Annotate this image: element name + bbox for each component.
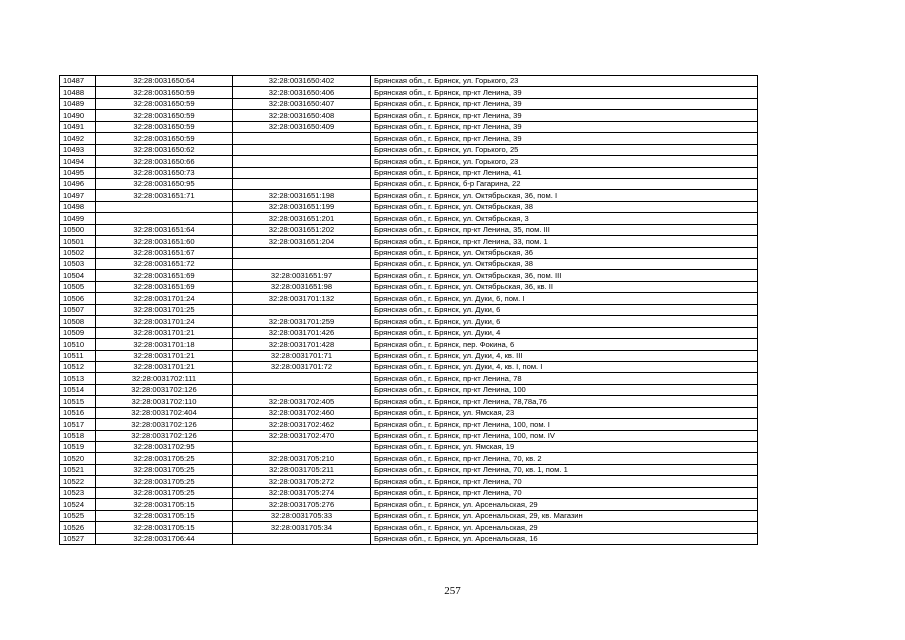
table-row bbox=[60, 453, 758, 464]
building-number-cell: 32:28:0031705:33 bbox=[233, 510, 371, 521]
parcel-number-cell: 32:28:0031651:69 bbox=[96, 281, 233, 292]
building-number-cell: 32:28:0031650:407 bbox=[233, 98, 371, 109]
building-number-cell: 32:28:0031705:210 bbox=[233, 453, 371, 464]
building-number-cell: 32:28:0031702:462 bbox=[233, 419, 371, 430]
record-number-cell: 10505 bbox=[60, 281, 96, 292]
parcel-number-cell: 32:28:0031651:71 bbox=[96, 190, 233, 201]
building-number-cell bbox=[233, 178, 371, 189]
parcel-number-cell: 32:28:0031705:25 bbox=[96, 487, 233, 498]
table-row bbox=[60, 407, 758, 418]
record-number-cell: 10492 bbox=[60, 133, 96, 144]
record-number-cell: 10527 bbox=[60, 533, 96, 544]
record-number-cell: 10511 bbox=[60, 350, 96, 361]
address-cell: Брянская обл., г. Брянск, пр-кт Ленина, 39 bbox=[371, 121, 758, 132]
parcel-number-cell: 32:28:0031701:21 bbox=[96, 327, 233, 338]
table-row bbox=[60, 133, 758, 144]
address-cell: Брянская обл., г. Брянск, пр-кт Ленина, 70, кв. 1, пом. 1 bbox=[371, 464, 758, 475]
address-cell: Брянская обл., г. Брянск, ул. Ямская, 23 bbox=[371, 407, 758, 418]
parcel-number-cell: 32:28:0031650:59 bbox=[96, 87, 233, 98]
parcel-number-cell: 32:28:0031650:59 bbox=[96, 110, 233, 121]
table-row bbox=[60, 213, 758, 224]
record-number-cell: 10526 bbox=[60, 522, 96, 533]
building-number-cell bbox=[233, 156, 371, 167]
table-row bbox=[60, 224, 758, 235]
parcel-number-cell: 32:28:0031650:64 bbox=[96, 76, 233, 87]
table-row bbox=[60, 304, 758, 315]
parcel-number-cell: 32:28:0031706:44 bbox=[96, 533, 233, 544]
record-number-cell: 10500 bbox=[60, 224, 96, 235]
building-number-cell: 32:28:0031705:211 bbox=[233, 464, 371, 475]
record-number-cell: 10519 bbox=[60, 442, 96, 453]
table-row bbox=[60, 361, 758, 372]
parcel-number-cell: 32:28:0031650:62 bbox=[96, 144, 233, 155]
address-cell: Брянская обл., г. Брянск, ул. Ямская, 19 bbox=[371, 442, 758, 453]
record-number-cell: 10493 bbox=[60, 144, 96, 155]
address-cell: Брянская обл., г. Брянск, б-р Гагарина, 22 bbox=[371, 178, 758, 189]
table-row bbox=[60, 522, 758, 533]
table-row bbox=[60, 350, 758, 361]
table-row bbox=[60, 236, 758, 247]
building-number-cell: 32:28:0031650:406 bbox=[233, 87, 371, 98]
record-number-cell: 10520 bbox=[60, 453, 96, 464]
building-number-cell: 32:28:0031701:132 bbox=[233, 293, 371, 304]
parcel-number-cell: 32:28:0031650:95 bbox=[96, 178, 233, 189]
record-number-cell: 10495 bbox=[60, 167, 96, 178]
record-number-cell: 10502 bbox=[60, 247, 96, 258]
building-number-cell: 32:28:0031651:98 bbox=[233, 281, 371, 292]
building-number-cell: 32:28:0031650:409 bbox=[233, 121, 371, 132]
address-cell: Брянская обл., г. Брянск, пр-кт Ленина, 70, кв. 2 bbox=[371, 453, 758, 464]
parcel-number-cell: 32:28:0031651:67 bbox=[96, 247, 233, 258]
address-cell: Брянская обл., г. Брянск, ул. Горького, 25 bbox=[371, 144, 758, 155]
building-number-cell bbox=[233, 247, 371, 258]
address-cell: Брянская обл., г. Брянск, ул. Октябрьская, 36, пом. III bbox=[371, 270, 758, 281]
address-cell: Брянская обл., г. Брянск, пр-кт Ленина, 39 bbox=[371, 110, 758, 121]
address-cell: Брянская обл., г. Брянск, ул. Дуки, 6 bbox=[371, 304, 758, 315]
table-row bbox=[60, 121, 758, 132]
record-number-cell: 10525 bbox=[60, 510, 96, 521]
table-row bbox=[60, 247, 758, 258]
address-cell: Брянская обл., г. Брянск, ул. Октябрьская, 3 bbox=[371, 213, 758, 224]
parcel-number-cell: 32:28:0031701:24 bbox=[96, 316, 233, 327]
table-row bbox=[60, 281, 758, 292]
table-row bbox=[60, 339, 758, 350]
building-number-cell: 32:28:0031701:71 bbox=[233, 350, 371, 361]
record-number-cell: 10503 bbox=[60, 259, 96, 270]
address-cell: Брянская обл., г. Брянск, пр-кт Ленина, 39 bbox=[371, 133, 758, 144]
address-cell: Брянская обл., г. Брянск, ул. Октябрьская, 36, пом. I bbox=[371, 190, 758, 201]
parcel-number-cell: 32:28:0031651:72 bbox=[96, 259, 233, 270]
record-number-cell: 10491 bbox=[60, 121, 96, 132]
parcel-number-cell: 32:28:0031650:66 bbox=[96, 156, 233, 167]
building-number-cell: 32:28:0031651:198 bbox=[233, 190, 371, 201]
record-number-cell: 10516 bbox=[60, 407, 96, 418]
building-number-cell: 32:28:0031702:405 bbox=[233, 396, 371, 407]
table-row bbox=[60, 419, 758, 430]
building-number-cell bbox=[233, 373, 371, 384]
address-cell: Брянская обл., г. Брянск, ул. Дуки, 6, пом. I bbox=[371, 293, 758, 304]
address-cell: Брянская обл., г. Брянск, пр-кт Ленина, 39 bbox=[371, 98, 758, 109]
table-row bbox=[60, 384, 758, 395]
address-cell: Брянская обл., г. Брянск, ул. Горького, 23 bbox=[371, 76, 758, 87]
address-cell: Брянская обл., г. Брянск, ул. Арсенальская, 29 bbox=[371, 499, 758, 510]
record-number-cell: 10496 bbox=[60, 178, 96, 189]
address-cell: Брянская обл., г. Брянск, пр-кт Ленина, 100 bbox=[371, 384, 758, 395]
record-number-cell: 10487 bbox=[60, 76, 96, 87]
building-number-cell bbox=[233, 533, 371, 544]
building-number-cell: 32:28:0031650:402 bbox=[233, 76, 371, 87]
parcel-number-cell: 32:28:0031701:21 bbox=[96, 361, 233, 372]
parcel-number-cell: 32:28:0031705:15 bbox=[96, 510, 233, 521]
record-number-cell: 10494 bbox=[60, 156, 96, 167]
record-number-cell: 10499 bbox=[60, 213, 96, 224]
table-row bbox=[60, 487, 758, 498]
address-cell: Брянская обл., г. Брянск, ул. Октябрьская, 38 bbox=[371, 201, 758, 212]
address-cell: Брянская обл., г. Брянск, ул. Октябрьская, 36, кв. II bbox=[371, 281, 758, 292]
table-row bbox=[60, 499, 758, 510]
table-row bbox=[60, 270, 758, 281]
record-number-cell: 10518 bbox=[60, 430, 96, 441]
table-row bbox=[60, 464, 758, 475]
record-number-cell: 10488 bbox=[60, 87, 96, 98]
address-cell: Брянская обл., г. Брянск, пр-кт Ленина, 39 bbox=[371, 87, 758, 98]
building-number-cell: 32:28:0031701:426 bbox=[233, 327, 371, 338]
table-row bbox=[60, 327, 758, 338]
table-row bbox=[60, 396, 758, 407]
record-number-cell: 10509 bbox=[60, 327, 96, 338]
building-number-cell: 32:28:0031705:34 bbox=[233, 522, 371, 533]
parcel-number-cell: 32:28:0031702:95 bbox=[96, 442, 233, 453]
building-number-cell bbox=[233, 442, 371, 453]
address-cell: Брянская обл., г. Брянск, ул. Арсенальская, 29, кв. Магазин bbox=[371, 510, 758, 521]
parcel-number-cell: 32:28:0031701:24 bbox=[96, 293, 233, 304]
record-number-cell: 10498 bbox=[60, 201, 96, 212]
building-number-cell: 32:28:0031651:201 bbox=[233, 213, 371, 224]
parcel-number-cell: 32:28:0031705:15 bbox=[96, 499, 233, 510]
building-number-cell: 32:28:0031702:470 bbox=[233, 430, 371, 441]
table-row bbox=[60, 316, 758, 327]
address-cell: Брянская обл., г. Брянск, ул. Октябрьская, 36 bbox=[371, 247, 758, 258]
table-row bbox=[60, 476, 758, 487]
address-cell: Брянская обл., г. Брянск, ул. Дуки, 6 bbox=[371, 316, 758, 327]
record-number-cell: 10504 bbox=[60, 270, 96, 281]
address-cell: Брянская обл., г. Брянск, ул. Горького, 23 bbox=[371, 156, 758, 167]
record-number-cell: 10512 bbox=[60, 361, 96, 372]
building-number-cell: 32:28:0031651:204 bbox=[233, 236, 371, 247]
record-number-cell: 10507 bbox=[60, 304, 96, 315]
parcel-number-cell: 32:28:0031701:18 bbox=[96, 339, 233, 350]
building-number-cell: 32:28:0031651:199 bbox=[233, 201, 371, 212]
building-number-cell: 32:28:0031701:72 bbox=[233, 361, 371, 372]
parcel-number-cell bbox=[96, 201, 233, 212]
parcel-number-cell: 32:28:0031702:126 bbox=[96, 419, 233, 430]
building-number-cell: 32:28:0031651:202 bbox=[233, 224, 371, 235]
table-row bbox=[60, 178, 758, 189]
table-row bbox=[60, 533, 758, 544]
building-number-cell bbox=[233, 144, 371, 155]
parcel-number-cell: 32:28:0031702:126 bbox=[96, 430, 233, 441]
parcel-number-cell: 32:28:0031705:15 bbox=[96, 522, 233, 533]
table-row bbox=[60, 442, 758, 453]
record-number-cell: 10489 bbox=[60, 98, 96, 109]
table-row bbox=[60, 110, 758, 121]
address-cell: Брянская обл., г. Брянск, ул. Дуки, 4, кв. I, пом. I bbox=[371, 361, 758, 372]
building-number-cell bbox=[233, 384, 371, 395]
page-number: 257 bbox=[444, 585, 461, 597]
parcel-number-cell: 32:28:0031702:111 bbox=[96, 373, 233, 384]
building-number-cell: 32:28:0031701:259 bbox=[233, 316, 371, 327]
parcel-number-cell: 32:28:0031651:64 bbox=[96, 224, 233, 235]
building-number-cell: 32:28:0031651:97 bbox=[233, 270, 371, 281]
parcel-number-cell: 32:28:0031651:69 bbox=[96, 270, 233, 281]
parcel-number-cell bbox=[96, 213, 233, 224]
record-number-cell: 10497 bbox=[60, 190, 96, 201]
record-number-cell: 10517 bbox=[60, 419, 96, 430]
building-number-cell: 32:28:0031702:460 bbox=[233, 407, 371, 418]
building-number-cell bbox=[233, 304, 371, 315]
table-row bbox=[60, 156, 758, 167]
parcel-number-cell: 32:28:0031650:59 bbox=[96, 121, 233, 132]
record-number-cell: 10524 bbox=[60, 499, 96, 510]
address-cell: Брянская обл., г. Брянск, ул. Арсенальская, 29 bbox=[371, 522, 758, 533]
table-row bbox=[60, 76, 758, 87]
table-row bbox=[60, 293, 758, 304]
parcel-number-cell: 32:28:0031705:25 bbox=[96, 464, 233, 475]
record-number-cell: 10513 bbox=[60, 373, 96, 384]
parcel-number-cell: 32:28:0031651:60 bbox=[96, 236, 233, 247]
record-number-cell: 10514 bbox=[60, 384, 96, 395]
table-row bbox=[60, 190, 758, 201]
parcel-number-cell: 32:28:0031705:25 bbox=[96, 476, 233, 487]
parcel-number-cell: 32:28:0031650:59 bbox=[96, 133, 233, 144]
table-row bbox=[60, 259, 758, 270]
table-row bbox=[60, 430, 758, 441]
table-row bbox=[60, 201, 758, 212]
table-row bbox=[60, 167, 758, 178]
building-number-cell bbox=[233, 133, 371, 144]
building-number-cell: 32:28:0031705:274 bbox=[233, 487, 371, 498]
address-cell: Брянская обл., г. Брянск, пр-кт Ленина, 100, пом. IV bbox=[371, 430, 758, 441]
address-cell: Брянская обл., г. Брянск, пр-кт Ленина, 70 bbox=[371, 487, 758, 498]
record-number-cell: 10515 bbox=[60, 396, 96, 407]
building-number-cell bbox=[233, 167, 371, 178]
address-cell: Брянская обл., г. Брянск, пр-кт Ленина, 78 bbox=[371, 373, 758, 384]
record-number-cell: 10506 bbox=[60, 293, 96, 304]
parcel-number-cell: 32:28:0031702:404 bbox=[96, 407, 233, 418]
address-cell: Брянская обл., г. Брянск, пр-кт Ленина, 78,78а,76 bbox=[371, 396, 758, 407]
parcel-number-cell: 32:28:0031650:73 bbox=[96, 167, 233, 178]
building-number-cell: 32:28:0031650:408 bbox=[233, 110, 371, 121]
table-row bbox=[60, 373, 758, 384]
table-row bbox=[60, 87, 758, 98]
parcel-number-cell: 32:28:0031701:25 bbox=[96, 304, 233, 315]
building-number-cell: 32:28:0031701:428 bbox=[233, 339, 371, 350]
record-number-cell: 10522 bbox=[60, 476, 96, 487]
record-number-cell: 10523 bbox=[60, 487, 96, 498]
address-cell: Брянская обл., г. Брянск, пр-кт Ленина, 100, пом. I bbox=[371, 419, 758, 430]
record-number-cell: 10510 bbox=[60, 339, 96, 350]
parcel-number-cell: 32:28:0031650:59 bbox=[96, 98, 233, 109]
record-number-cell: 10501 bbox=[60, 236, 96, 247]
building-number-cell: 32:28:0031705:276 bbox=[233, 499, 371, 510]
parcel-number-cell: 32:28:0031702:126 bbox=[96, 384, 233, 395]
record-number-cell: 10508 bbox=[60, 316, 96, 327]
address-cell: Брянская обл., г. Брянск, пр-кт Ленина, 35, пом. III bbox=[371, 224, 758, 235]
address-cell: Брянская обл., г. Брянск, пр-кт Ленина, 33, пом. 1 bbox=[371, 236, 758, 247]
address-cell: Брянская обл., г. Брянск, ул. Дуки, 4 bbox=[371, 327, 758, 338]
parcel-number-cell: 32:28:0031702:110 bbox=[96, 396, 233, 407]
table-row bbox=[60, 510, 758, 521]
address-cell: Брянская обл., г. Брянск, ул. Арсенальская, 16 bbox=[371, 533, 758, 544]
building-number-cell bbox=[233, 259, 371, 270]
address-cell: Брянская обл., г. Брянск, ул. Дуки, 4, кв. III bbox=[371, 350, 758, 361]
parcel-number-cell: 32:28:0031705:25 bbox=[96, 453, 233, 464]
registry-table-body bbox=[60, 76, 758, 545]
table-row bbox=[60, 98, 758, 109]
building-number-cell: 32:28:0031705:272 bbox=[233, 476, 371, 487]
address-cell: Брянская обл., г. Брянск, пр-кт Ленина, 41 bbox=[371, 167, 758, 178]
address-cell: Брянская обл., г. Брянск, ул. Октябрьская, 38 bbox=[371, 259, 758, 270]
address-cell: Брянская обл., г. Брянск, пер. Фокина, 6 bbox=[371, 339, 758, 350]
address-cell: Брянская обл., г. Брянск, пр-кт Ленина, 70 bbox=[371, 476, 758, 487]
record-number-cell: 10490 bbox=[60, 110, 96, 121]
table-row bbox=[60, 144, 758, 155]
parcel-number-cell: 32:28:0031701:21 bbox=[96, 350, 233, 361]
record-number-cell: 10521 bbox=[60, 464, 96, 475]
registry-table bbox=[59, 75, 758, 545]
